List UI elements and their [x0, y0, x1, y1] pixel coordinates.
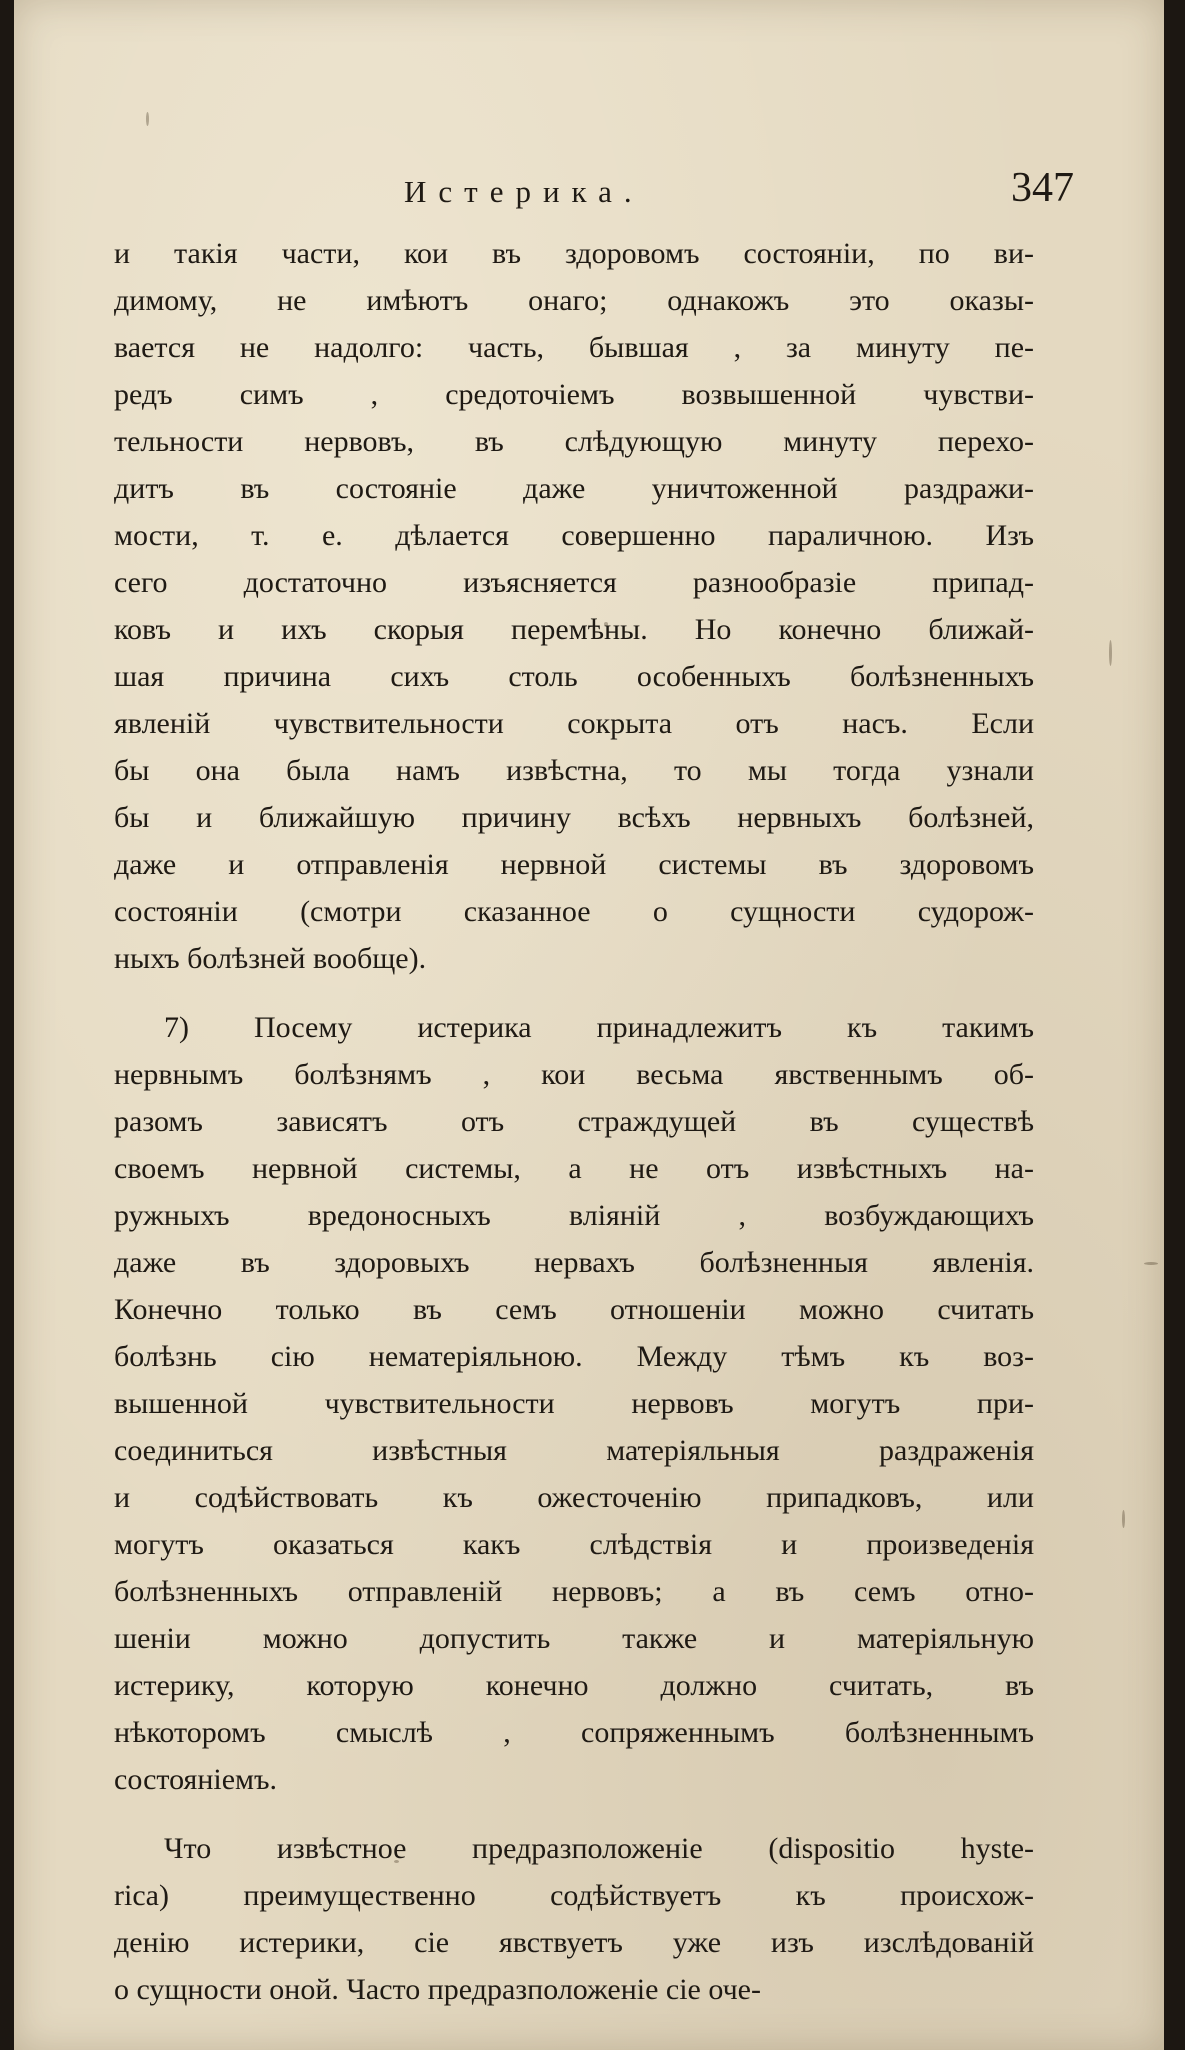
- text-line: Конечно только въ семъ отношеніи можно считать: [114, 1293, 1034, 1326]
- text-line: вышенной чувствительности нервовъ могутъ при-: [114, 1387, 1034, 1420]
- text-line: своемъ нервной системы, а не отъ извѣстныхъ на-: [114, 1152, 1034, 1185]
- text-line: и такія части, кои въ здоровомъ состояніи, по ви-: [114, 237, 1034, 270]
- text-line: редъ симъ , средоточіемъ возвышенной чувстви-: [114, 378, 1034, 411]
- page-number: 347: [1011, 165, 1074, 211]
- text-line: Что извѣстное предразположеніе (dispositio hyste-: [164, 1832, 1034, 1865]
- text-line: даже въ здоровыхъ нервахъ болѣзненныя явленія.: [114, 1246, 1034, 1279]
- text-line: бы и ближайшую причину всѣхъ нервныхъ болѣзней,: [114, 801, 1034, 834]
- text-line: шеніи можно допустить также и матеріяльную: [114, 1622, 1034, 1655]
- text-line: дитъ въ состояніе даже уничтоженной раздражи-: [114, 472, 1034, 505]
- text-line: нѣкоторомъ смыслѣ , сопряженнымъ болѣзненнымъ: [114, 1716, 1034, 1749]
- text-line: о сущности оной. Часто предразположеніе сіе оче-: [114, 1973, 761, 2006]
- paragraph-gap: [114, 982, 1034, 1004]
- text-line: денію истерики, сіе явствуетъ уже изъ изслѣдованій: [114, 1926, 1034, 1959]
- text-line: разомъ зависятъ отъ страждущей въ существѣ: [114, 1105, 1034, 1138]
- running-head: [104, 165, 1104, 218]
- body-text: [114, 230, 1034, 2013]
- text-line: болѣзнь сію нематеріяльною. Между тѣмъ къ воз-: [114, 1340, 1034, 1373]
- text-line: сего достаточно изъясняется разнообразіе припад-: [114, 566, 1034, 599]
- text-line: вается не надолго: часть, бывшая , за минуту пе-: [114, 331, 1034, 364]
- text-line: тельности нервовъ, въ слѣдующую минуту перехо-: [114, 425, 1034, 458]
- text-line: соединиться извѣстныя матеріяльныя раздраженія: [114, 1434, 1034, 1467]
- text-line: ковъ и ихъ скорыя перемѣны. Но конечно ближай-: [114, 613, 1034, 646]
- text-line: и содѣйствовать къ ожесточенію припадковъ, или: [114, 1481, 1034, 1514]
- text-line: могутъ оказаться какъ слѣдствія и произведенія: [114, 1528, 1034, 1561]
- text-line: ныхъ болѣзней вообще).: [114, 942, 427, 975]
- paragraph: [114, 230, 1034, 982]
- text-line: 7) Посему истерика принадлежитъ къ такимъ: [164, 1011, 1034, 1044]
- text-line: истерику, которую конечно должно считать, въ: [114, 1669, 1034, 1702]
- text-line: мости, т. е. дѣлается совершенно параличною. Изъ: [114, 519, 1034, 552]
- paragraph: [114, 1004, 1034, 1803]
- paragraph: [114, 1825, 1034, 2013]
- text-line: димому, не имѣютъ онаго; однакожъ это оказы-: [114, 284, 1034, 317]
- text-line: нервнымъ болѣзнямъ , кои весьма явственнымъ об-: [114, 1058, 1034, 1091]
- text-line: явленій чувствительности сокрыта отъ насъ. Если: [114, 707, 1034, 740]
- text-line: шая причина сихъ столь особенныхъ болѣзненныхъ: [114, 660, 1034, 693]
- text-line: rica) преимущественно содѣйствуетъ къ происхож-: [114, 1879, 1034, 1912]
- text-line: ружныхъ вредоносныхъ вліяній , возбуждающихъ: [114, 1199, 1034, 1232]
- book-page: [14, 0, 1164, 2050]
- text-line: состояніи (смотри сказанное о сущности судорож-: [114, 895, 1034, 928]
- text-line: болѣзненныхъ отправленій нервовъ; а въ семъ отно-: [114, 1575, 1034, 1608]
- section-title: Истерика.: [404, 174, 644, 209]
- text-line: бы она была намъ извѣстна, то мы тогда узнали: [114, 754, 1034, 787]
- paragraph-gap: [114, 1803, 1034, 1825]
- text-line: даже и отправленія нервной системы въ здоровомъ: [114, 848, 1034, 881]
- text-line: состояніемъ.: [114, 1763, 278, 1796]
